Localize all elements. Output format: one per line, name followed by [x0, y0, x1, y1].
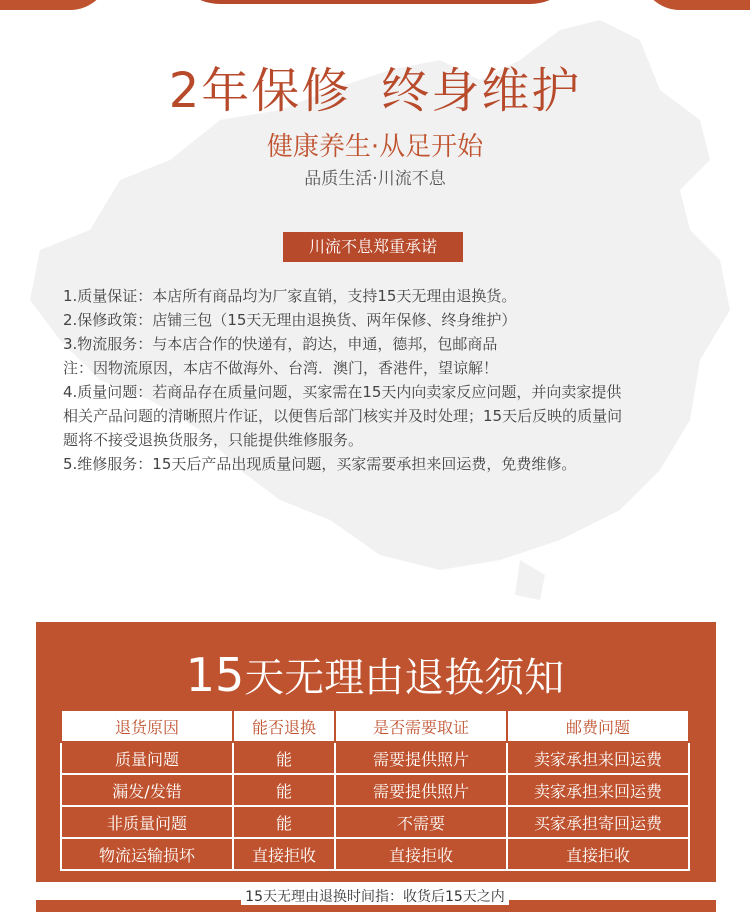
column-header: 能否退换 [233, 710, 335, 742]
footnote-text: 15天无理由退换时间指：收货后15天之内 [241, 889, 509, 905]
table-cell: 能 [233, 742, 335, 774]
terms-line: 相关产品问题的清晰照片作证，以便售后部门核实并及时处理；15天后反映的质量问 [63, 407, 623, 425]
promise-terms [63, 284, 703, 476]
return-notice-title [0, 646, 750, 703]
table-row [61, 838, 689, 870]
table-cell: 物流运输损坏 [61, 838, 233, 870]
terms-line: 注：因物流原因，本店不做海外、台湾．澳门，香港件，望谅解！ [63, 359, 499, 377]
headline-maintenance: 终身维护 [381, 63, 582, 119]
terms-line: 1.质量保证：本店所有商品均为厂家直销，支持15天无理由退换货。 [63, 287, 517, 305]
table-cell: 卖家承担来回运费 [507, 742, 689, 774]
tagline: 品质生活·川流不息 [304, 169, 446, 189]
table-cell: 不需要 [335, 806, 507, 838]
return-policy-table [60, 709, 690, 871]
table-cell: 直接拒收 [507, 838, 689, 870]
table-cell: 卖家承担来回运费 [507, 774, 689, 806]
table-cell: 需要提供照片 [335, 742, 507, 774]
terms-line: 题将不接受退换货服务，只能提供维修服务。 [63, 431, 364, 449]
table-cell: 能 [233, 806, 335, 838]
table-row [61, 806, 689, 838]
table-row [61, 774, 689, 806]
table-cell: 买家承担寄回运费 [507, 806, 689, 838]
terms-line: 2.保修政策：店铺三包（15天无理由退换货、两年保修、终身维护） [63, 311, 517, 329]
notice-title-text: 天无理由退换须知 [244, 655, 565, 701]
table-header-row [61, 710, 689, 742]
table-cell: 质量问题 [61, 742, 233, 774]
table-row [61, 742, 689, 774]
table-cell: 非质量问题 [61, 806, 233, 838]
slogan: 健康养生·从足开始 [266, 132, 484, 162]
table-cell: 能 [233, 774, 335, 806]
terms-line: 5.维修服务：15天后产品出现质量问题，买家需要承担来回运费，免费维修。 [63, 455, 577, 473]
terms-line: 4.质量问题：若商品存在质量问题，买家需在15天内向卖家反应问题，并向卖家提供 [63, 383, 622, 401]
warranty-headline [0, 52, 750, 121]
column-header: 是否需要取证 [335, 710, 507, 742]
column-header: 邮费问题 [507, 710, 689, 742]
promise-badge: 川流不息郑重承诺 [283, 232, 463, 262]
table-cell: 直接拒收 [335, 838, 507, 870]
column-header: 退货原因 [61, 710, 233, 742]
headline-warranty: 2年保修 [168, 63, 352, 119]
return-period-footnote [0, 886, 750, 906]
terms-line: 3.物流服务：与本店合作的快递有，韵达，申通，德邦，包邮商品 [63, 335, 498, 353]
table-cell: 直接拒收 [233, 838, 335, 870]
table-cell: 需要提供照片 [335, 774, 507, 806]
table-cell: 漏发/发错 [61, 774, 233, 806]
notice-title-number: 15 [185, 648, 245, 702]
